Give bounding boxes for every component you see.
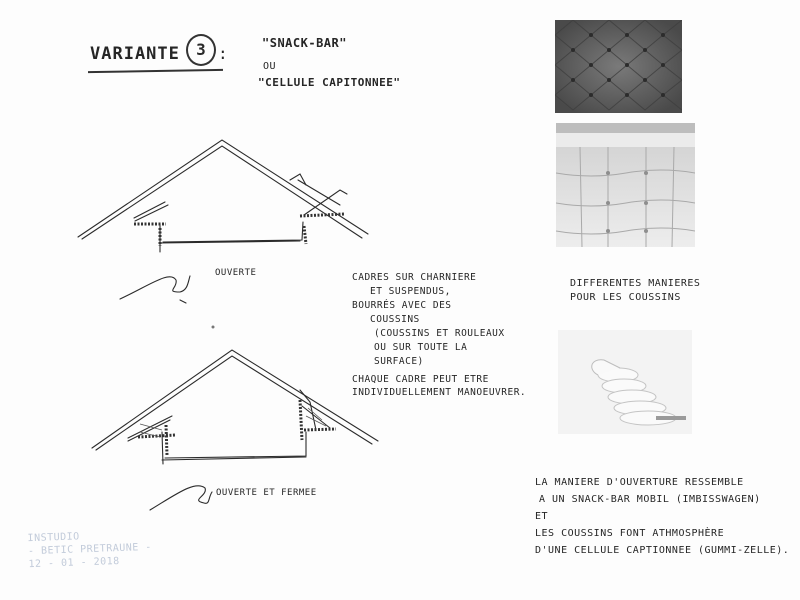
roof-bottom — [92, 350, 378, 448]
note-line: LES COUSSINS FONT ATHMOSPHÈRE — [535, 528, 725, 539]
note-line: D'UNE CELLULE CAPTIONNEE (GUMMI-ZELLE). — [535, 545, 790, 556]
description-block-2 — [352, 373, 526, 399]
option-snack-bar: "SNACK-BAR" — [262, 36, 347, 50]
scribble-2 — [150, 486, 212, 510]
description-line: ET SUSPENDUS, — [370, 286, 451, 297]
photo-caption — [570, 277, 700, 305]
description-line: (COUSSINS ET ROULEAUX — [374, 328, 505, 339]
caption-line: DIFFERENTES MANIERES — [570, 278, 701, 289]
note-line: LA MANIERE D'OUVERTURE RESSEMBLE — [535, 477, 744, 488]
note-line: A UN SNACK-BAR MOBIL (IMBISSWAGEN) — [539, 494, 761, 505]
description-line: INDIVIDUELLEMENT MANOEUVRER. — [352, 387, 527, 398]
description-line: COUSSINS — [370, 314, 420, 325]
page-title: VARIANTE — [90, 44, 180, 64]
tufted-cushion-photo — [555, 20, 682, 113]
description-line: BOURRÉS AVEC DES — [352, 300, 452, 311]
label-open-closed: OUVERTE ET FERMEE — [216, 488, 317, 498]
description-line: SURFACE) — [374, 356, 424, 367]
stamp-line: INSTUDIO — [27, 531, 80, 545]
variant-number: 3 — [186, 34, 216, 66]
label-open: OUVERTE — [215, 268, 257, 278]
stamp-line: 12 - 01 - 2018 — [28, 555, 120, 571]
author-stamp — [27, 528, 152, 571]
roll-cushion-photo — [558, 330, 692, 434]
bottom-note — [535, 474, 789, 559]
option-cellule: "CELLULE CAPITONNEE" — [258, 76, 401, 89]
panel-right-hinge — [298, 180, 347, 215]
closed-box — [162, 432, 306, 464]
description-line: CADRES SUR CHARNIERE — [352, 272, 477, 283]
roof-top-left — [78, 140, 368, 237]
stamp-line: - BETIC PRETRAUNE - — [27, 541, 153, 558]
note-line: ET — [535, 511, 549, 522]
open-box — [160, 222, 303, 252]
description-line: CHAQUE CADRE PEUT ETRE — [352, 374, 489, 385]
padded-panel-photo — [556, 123, 695, 247]
option-or: OU — [263, 61, 277, 72]
description-block — [352, 271, 542, 369]
closed-panel-right — [300, 390, 330, 430]
title-colon: : — [218, 44, 228, 63]
caption-line: POUR LES COUSSINS — [570, 292, 681, 303]
scribble-1 — [120, 276, 190, 299]
description-line: OU SUR TOUTE LA — [374, 342, 468, 353]
panel-left-hinge — [134, 202, 168, 221]
